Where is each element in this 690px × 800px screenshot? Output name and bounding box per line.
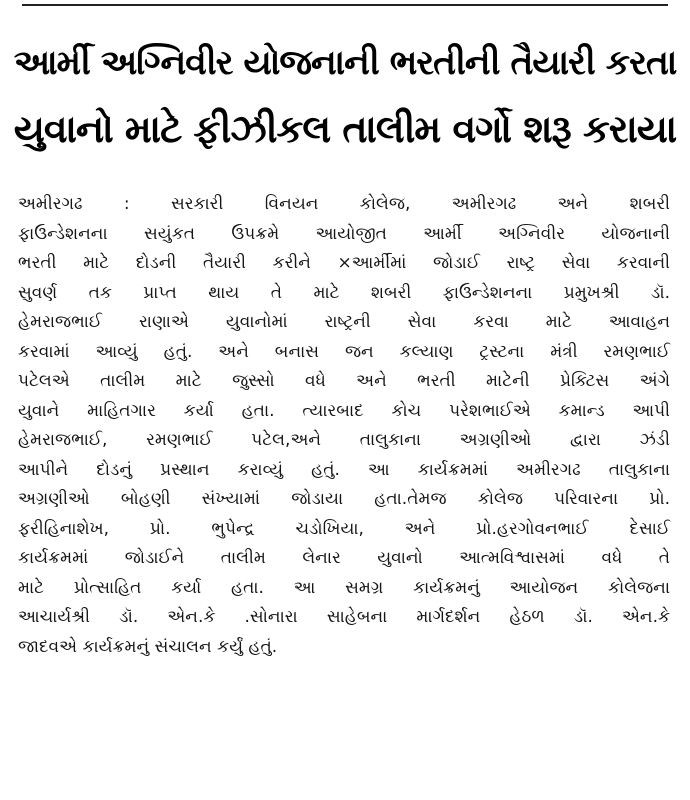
body-line: ફરીહિનાશેખ, પ્રો. ભુપેન્દ્ર ચડોખિયા, અને પ્રો.હરગોવનભાઈ દેસાઈ	[18, 518, 670, 539]
body-line: યુવાને માહિતગાર કર્યા હતા. ત્યારબાદ કોચ પરેશભાઈએ કમાન્ડ આપી	[18, 400, 670, 421]
body-line: હેમરાજભાઈ, રમણભાઈ પટેલ,અને તાલુકાના અગ્રણીઓ દ્વારા ઝંડી	[18, 430, 670, 450]
article-body	[18, 190, 670, 662]
body-line: ભરતી માટે દોડની તૈયારી કરીને ×આર્મીમાં જોડાઈ રાષ્ટ્ર સેવા કરવાની	[18, 253, 670, 273]
body-line: પટેલએ તાલીમ માટે જુસ્સો વધે અને ભરતી માટેની પ્રેક્ટિસ અંગે	[18, 371, 670, 391]
body-line: અમીરગઢ : સરકારી વિનયન કોલેજ, અમીરગઢ અને શબરી	[18, 194, 670, 214]
body-line: કરવામાં આવ્યું હતું. અને બનાસ જન કલ્યાણ ટ્રસ્ટના મંત્રી રમણભાઈ	[18, 341, 670, 362]
body-line: આચાર્યશ્રી ડૉ. એન.કે .સોનારા સાહેબના માર્ગદર્શન હેઠળ ડૉ. એન.કે	[18, 607, 670, 627]
body-line: આપીને દોડનું પ્રસ્થાન કરાવ્યું હતું. આ કાર્યક્રમમાં અમીરગઢ તાલુકાના	[18, 459, 670, 480]
article-headline	[10, 30, 680, 162]
body-line: કાર્યક્રમમાં જોડાઈને તાલીમ લેનાર યુવાનો આત્મવિશ્વાસમાં વધે તે	[18, 548, 670, 568]
body-line: ફાઉન્ડેશનના સયુંકત ઉપક્રમે આયોજીત આર્મી અગ્નિવીર યોજનાની	[18, 223, 670, 244]
headline-line-2: યુવાનો માટે ફીઝીકલ તાલીમ વર્ગો શરૂ કરાયા	[13, 107, 677, 151]
body-line: હેમરાજભાઈ રાણાએ યુવાનોમાં રાષ્ટ્રની સેવા કરવા માટે આવાહન	[18, 312, 670, 332]
body-line: માટે પ્રોત્સાહિત કર્યા હતા. આ સમગ્ર કાર્યક્રમનું આયોજન કોલેજના	[18, 577, 670, 598]
body-line: જાદવએ કાર્યક્રમનું સંચાલન કર્યું હતું.	[18, 636, 278, 657]
body-line: સુવર્ણ તક પ્રાપ્ત થાય તે માટે શબરી ફાઉન્ડેશનના પ્રમુખશ્રી ડૉ.	[18, 282, 670, 303]
top-border-rule	[22, 4, 668, 6]
body-line: અગ્રણીઓ બોહણી સંખ્યામાં જોડાયા હતા.તેમજ કોલેજ પરિવારના પ્રો.	[18, 489, 670, 509]
headline-line-1: આર્મી અગ્નિવીર યોજનાની ભરતીની તૈયારી કરતા	[13, 43, 677, 83]
